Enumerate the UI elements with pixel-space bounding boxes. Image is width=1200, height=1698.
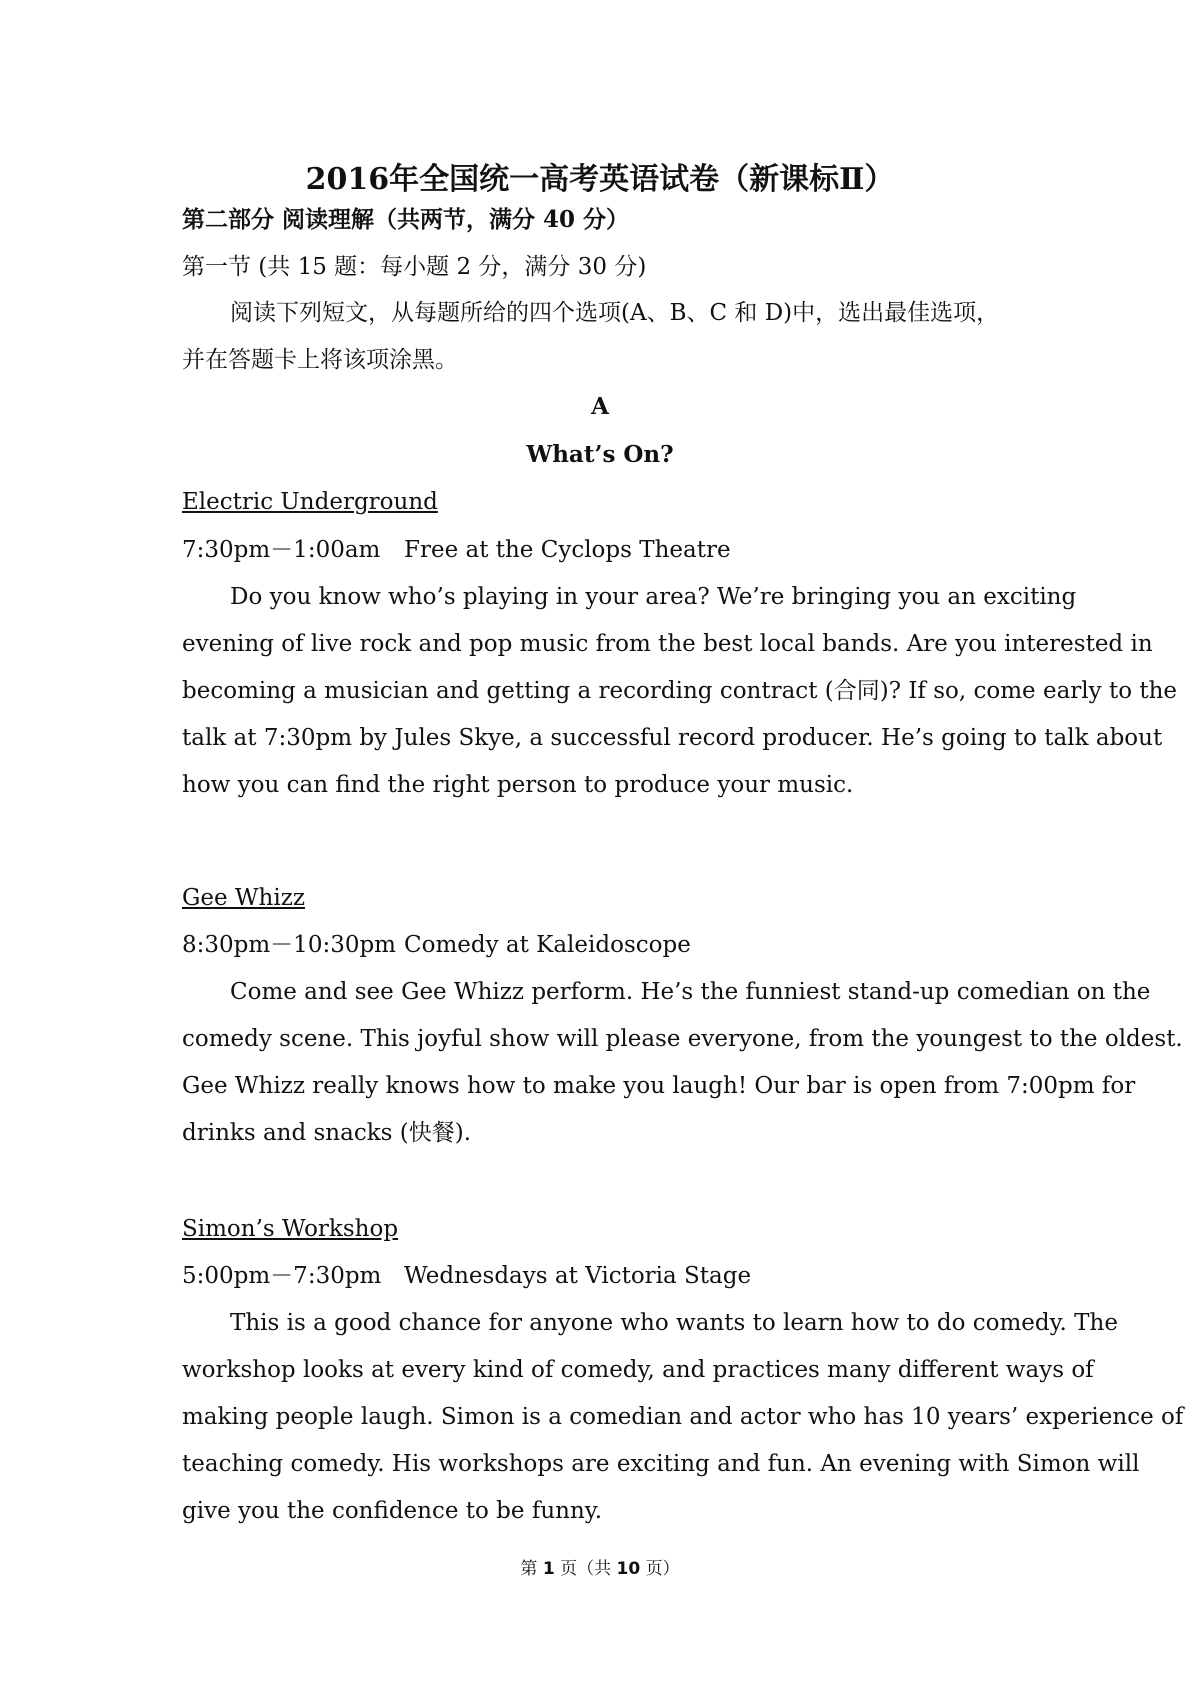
event-venue: Free at the Cyclops Theatre: [404, 537, 731, 563]
event-text-line: comedy scene. This joyful show will please everyone, from the youngest to the oldest.: [182, 1026, 1183, 1052]
event-schedule: [182, 535, 1032, 565]
event-text-line: making people laugh. Simon is a comedian and actor who has 10 years’ experience of: [182, 1404, 1184, 1430]
event-time: 5:00pm－7:30pm: [182, 1263, 382, 1289]
passage-title: What’s On?: [526, 441, 674, 468]
event-text-line: teaching comedy. His workshops are exciting and fun. An evening with Simon will: [182, 1451, 1140, 1477]
event-text-line: Do you know who’s playing in your area? We’re bringing you an exciting: [230, 584, 1077, 610]
event-time: 7:30pm－1:00am: [182, 537, 381, 563]
event-text-line: Come and see Gee Whizz perform. He’s the funniest stand-up comedian on the: [230, 979, 1151, 1005]
instructions-line-1: 阅读下列短文，从每题所给的四个选项(A、B、C 和 D)中，选出最佳选项，: [230, 300, 1000, 326]
footer-middle: 页（共: [560, 1559, 612, 1579]
footer-total-pages: 10: [616, 1559, 641, 1579]
event-text-line: drinks and snacks (快餐).: [182, 1120, 472, 1146]
event-text-line: how you can find the right person to produce your music.: [182, 772, 854, 798]
passage-letter: A: [591, 393, 609, 420]
event-venue: Wednesdays at Victoria Stage: [404, 1263, 752, 1289]
event-name: Gee Whizz: [182, 885, 305, 911]
footer-page-number: 1: [542, 1559, 555, 1579]
event-text-line: talk at 7:30pm by Jules Skye, a successful record producer. He’s going to talk about: [182, 725, 1163, 751]
event-name: Electric Underground: [182, 489, 438, 515]
event-name: Simon’s Workshop: [182, 1216, 399, 1242]
footer-prefix: 第: [520, 1559, 538, 1579]
event-text-line: becoming a musician and getting a recording contract (合同)? If so, come early to the: [182, 678, 1178, 704]
event-text-line: workshop looks at every kind of comedy, and practices many different ways of: [182, 1357, 1094, 1383]
event-text-line: give you the confidence to be funny.: [182, 1498, 603, 1524]
footer-suffix: 页）: [645, 1559, 680, 1579]
event-text-line: evening of live rock and pop music from the best local bands. Are you interested in: [182, 631, 1153, 657]
event-text-line: This is a good chance for anyone who wants to learn how to do comedy. The: [230, 1310, 1118, 1336]
instructions-line-2: 并在答题卡上将该项涂黑。: [182, 347, 458, 373]
section-heading: 第一节 (共 15 题：每小题 2 分，满分 30 分): [182, 254, 647, 280]
event-schedule: [182, 930, 1032, 960]
event-venue: Comedy at Kaleidoscope: [404, 932, 691, 958]
page-footer: [0, 1557, 1200, 1581]
event-schedule: [182, 1261, 1032, 1291]
event-time: 8:30pm－10:30pm: [182, 932, 396, 958]
part-heading: 第二部分 阅读理解（共两节，满分 40 分）: [182, 206, 630, 233]
event-text-line: Gee Whizz really knows how to make you laugh! Our bar is open from 7:00pm for: [182, 1073, 1136, 1099]
page-title: 2016年全国统一高考英语试卷（新课标Ⅱ）: [305, 162, 895, 197]
